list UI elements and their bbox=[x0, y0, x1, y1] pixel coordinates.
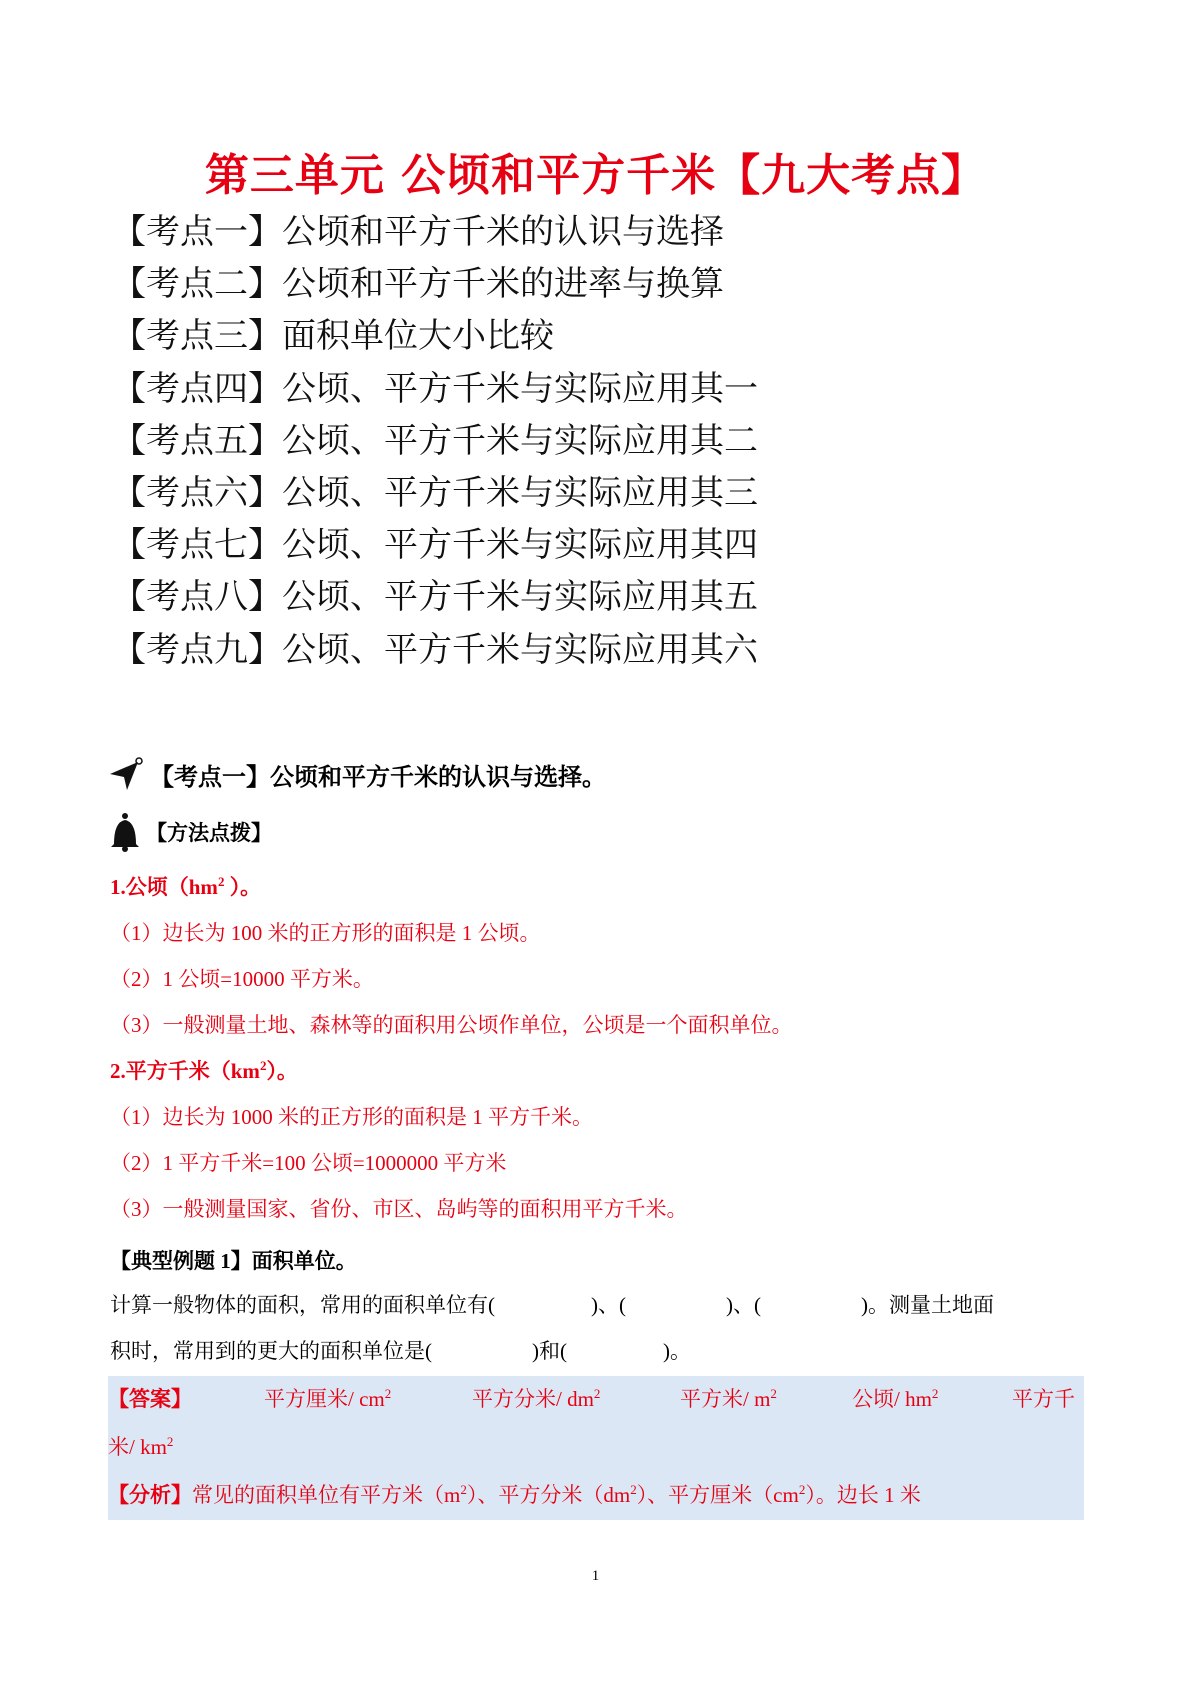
answer-item-text: 平方分米/ dm bbox=[472, 1387, 594, 1411]
toc-item: 【考点三】面积单位大小比较 bbox=[112, 316, 554, 357]
answer-item bbox=[264, 1384, 391, 1414]
toc-item: 【考点六】公顷、平方千米与实际应用其三 bbox=[112, 472, 758, 513]
method-point-2-text: 2.平方千米（km bbox=[110, 1059, 260, 1083]
question-text: )。测量土地面 bbox=[861, 1293, 994, 1317]
method-point-2 bbox=[110, 1056, 298, 1086]
method-item: （3）一般测量土地、森林等的面积用公顷作单位，公顷是一个面积单位。 bbox=[110, 1013, 793, 1037]
method-point-1-tail: ）。 bbox=[224, 875, 262, 899]
superscript: 2 bbox=[630, 1482, 637, 1497]
toc-item: 【考点五】公顷、平方千米与实际应用其二 bbox=[112, 420, 758, 461]
answer-item-text: 平方米/ m bbox=[680, 1387, 771, 1411]
answer-item: 平方千 bbox=[1012, 1387, 1075, 1411]
method-heading bbox=[108, 812, 272, 852]
method-point-1-text: 1.公顷（hm bbox=[110, 875, 218, 899]
page-title: 第三单元 公顷和平方千米【九大考点】 bbox=[204, 150, 987, 201]
method-point-1 bbox=[110, 872, 261, 902]
answer-item-text: 公顷/ hm bbox=[852, 1387, 932, 1411]
question-text: 计算一般物体的面积，常用的面积单位有( bbox=[110, 1293, 495, 1317]
question-text: )、( bbox=[726, 1293, 761, 1317]
analysis-text: ）、平方分米（dm bbox=[466, 1483, 631, 1507]
toc-item: 【考点四】公顷、平方千米与实际应用其一 bbox=[112, 368, 758, 409]
method-item: （2）1 公顷=10000 平方米。 bbox=[110, 967, 374, 991]
question-text: )、( bbox=[591, 1293, 626, 1317]
analysis-label: 【分析】 bbox=[108, 1483, 192, 1507]
method-item: （1）边长为 1000 米的正方形的面积是 1 平方千米。 bbox=[110, 1105, 593, 1129]
analysis-line bbox=[108, 1480, 921, 1510]
answer-line bbox=[108, 1384, 1084, 1414]
section-heading-text: 【考点一】公顷和平方千米的认识与选择。 bbox=[150, 762, 606, 791]
superscript: 2 bbox=[798, 1482, 806, 1497]
navigation-arrow-icon bbox=[108, 756, 144, 792]
question-text: 积时，常用到的更大的面积单位是( bbox=[110, 1339, 432, 1363]
superscript: 2 bbox=[770, 1386, 777, 1401]
page-number: 1 bbox=[591, 1568, 600, 1584]
superscript: 2 bbox=[259, 1058, 267, 1073]
toc-item: 【考点八】公顷、平方千米与实际应用其五 bbox=[112, 577, 758, 618]
table-of-contents bbox=[112, 206, 758, 676]
question-text: )和( bbox=[532, 1339, 567, 1363]
section-heading bbox=[108, 756, 606, 792]
bell-icon bbox=[108, 812, 142, 852]
method-point-2-tail: ）。 bbox=[266, 1059, 298, 1083]
superscript: 2 bbox=[460, 1482, 467, 1497]
question-line-2 bbox=[110, 1336, 691, 1366]
toc-item: 【考点一】公顷和平方千米的认识与选择 bbox=[112, 212, 724, 252]
question-text: )。 bbox=[663, 1339, 691, 1363]
answer-wrap-text: 米/ km bbox=[108, 1435, 167, 1459]
superscript: 2 bbox=[593, 1386, 601, 1401]
superscript: 2 bbox=[384, 1386, 392, 1401]
method-item: （1）边长为 100 米的正方形的面积是 1 公顷。 bbox=[110, 921, 541, 945]
toc-item: 【考点九】公顷、平方千米与实际应用其六 bbox=[112, 629, 758, 670]
superscript: 2 bbox=[931, 1386, 939, 1401]
answer-item-text: 平方厘米/ cm bbox=[264, 1387, 385, 1411]
superscript: 2 bbox=[217, 874, 225, 889]
analysis-text: ）、平方厘米（cm bbox=[636, 1483, 799, 1507]
toc-item: 【考点七】公顷、平方千米与实际应用其四 bbox=[112, 525, 758, 566]
answer-item bbox=[852, 1384, 938, 1414]
method-item: （3）一般测量国家、省份、市区、岛屿等的面积用平方千米。 bbox=[110, 1197, 688, 1221]
method-item: （2）1 平方千米=100 公顷=1000000 平方米 bbox=[110, 1151, 507, 1175]
answer-item bbox=[472, 1384, 600, 1414]
method-label: 【方法点拨】 bbox=[146, 821, 272, 845]
answer-label: 【答案】 bbox=[108, 1387, 192, 1411]
answer-line-wrap bbox=[108, 1432, 173, 1462]
superscript: 2 bbox=[166, 1434, 174, 1449]
answer-item bbox=[680, 1384, 777, 1414]
analysis-text: 常见的面积单位有平方米（m bbox=[192, 1483, 461, 1507]
toc-item: 【考点二】公顷和平方千米的进率与换算 bbox=[112, 264, 724, 305]
analysis-text: ）。边长 1 米 bbox=[805, 1483, 921, 1507]
example-title: 【典型例题 1】面积单位。 bbox=[110, 1249, 357, 1273]
question-line-1 bbox=[110, 1290, 994, 1320]
